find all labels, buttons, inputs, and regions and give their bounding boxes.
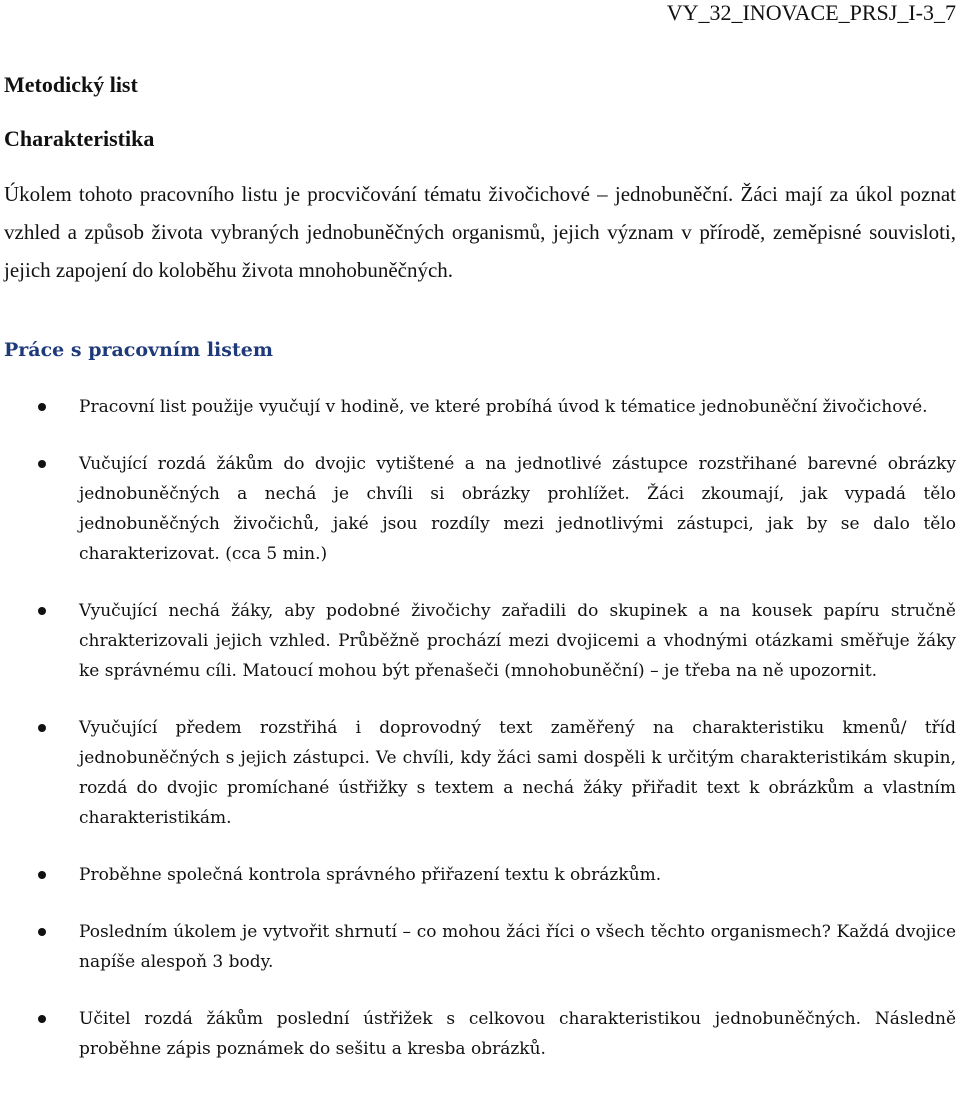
intro-paragraph: Úkolem tohoto pracovního listu je procvičování tématu živočichové – jednobuněční. Žáci mají za úkol poznat vzhled a způsob života vybraných jednobuněčných organismů, jejich význam v přírodě, zeměpisné souvisloti, jejich zapojení do koloběhu života mnohobuněčných.: [4, 182, 956, 282]
list-item: [0, 392, 960, 422]
list-item-text: Posledním úkolem je vytvořit shrnutí – co mohou žáci říci o všech těchto organismech? Každá dvojice napíše alespoň 3 body.: [79, 922, 956, 972]
list-item: [0, 449, 960, 569]
document-id: VY_32_INOVACE_PRSJ_I-3_7: [666, 0, 956, 25]
list-item: [0, 1004, 960, 1064]
list-item-text: Vučující rozdá žákům do dvojic vytištené a na jednotlivé zástupce rozstřihané barevné obrázky jednobuněčných a nechá je chvíli si obrázky prohlížet. Žáci zkoumají, jak vypadá tělo jednobuněčných živočichů, jaké jsou rozdíly mezi jednotlivými zástupci, jak by se dalo tělo charakterizovat. (cca 5 min.): [79, 454, 956, 564]
list-item-text: Pracovní list použije vyučují v hodině, ve které probíhá úvod k tématice jednobuněční živočichové.: [79, 397, 928, 417]
list-item: [0, 713, 960, 833]
list-item-text: Proběhne společná kontrola správného přiřazení textu k obrázkům.: [79, 865, 662, 885]
bullet-icon: [38, 871, 46, 879]
bullet-icon: [38, 928, 46, 936]
list-item-text: Učitel rozdá žákům poslední ústřižek s celkovou charakteristikou jednobuněčných. Následně proběhne zápis poznámek do sešitu a kresba obrázků.: [79, 1009, 956, 1059]
list-item-text: Vyučující nechá žáky, aby podobné živočichy zařadili do skupinek a na kousek papíru stručně chrakterizovali jejich vzhled. Průběžně prochází mezi dvojicemi a vhodnými otázkami směřuje žáky ke správnému cíli. Matoucí mohou být přenašeči (mnohobuněční) – je třeba na ně upozornit.: [79, 601, 956, 681]
bullet-icon: [38, 724, 46, 732]
bullet-icon: [38, 403, 46, 411]
list-item: [0, 596, 960, 686]
page-subtitle: Charakteristika: [4, 126, 155, 151]
bullet-icon: [38, 460, 46, 468]
list-item: [0, 917, 960, 977]
list-item-text: Vyučující předem rozstřihá i doprovodný text zaměřený na charakteristiku kmenů/ tříd jednobuněčných s jejich zástupci. Ve chvíli, kdy žáci sami dospěli k určitým charakteristikám skupin, rozdá do dvojic promíchané ústřižky s textem a nechá žáky přiřadit text k obrázkům a vlastním charakteristikám.: [79, 718, 956, 828]
list-item: [0, 860, 960, 890]
instruction-list: [0, 392, 960, 1091]
bullet-icon: [38, 1015, 46, 1023]
page-title: Metodický list: [4, 72, 138, 97]
bullet-icon: [38, 607, 46, 615]
section-heading: Práce s pracovním listem: [4, 339, 273, 361]
